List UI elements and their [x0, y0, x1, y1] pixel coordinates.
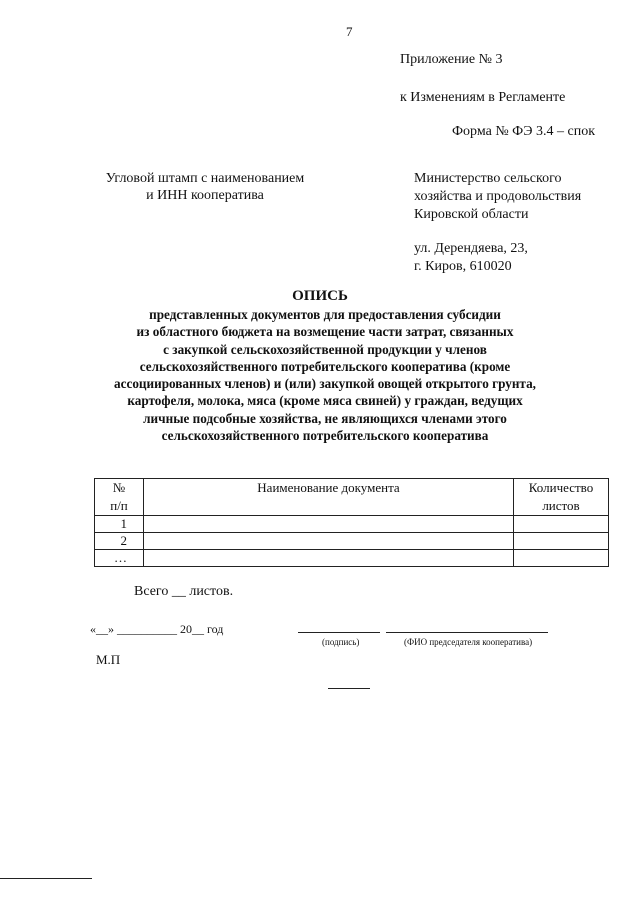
seal-placeholder: М.П — [96, 652, 121, 667]
signature-caption: (подпись) — [322, 637, 360, 647]
subtitle-line: личные подсобные хозяйства, не являющихся членами этого — [143, 410, 507, 426]
appendix-label: Приложение № 3 — [400, 52, 503, 67]
recipient-line: хозяйства и продовольствия — [414, 189, 582, 204]
sheet-count-cell — [514, 533, 609, 550]
stamp-line: Угловой штамп с наименованием — [105, 171, 305, 186]
subtitle-line: сельскохозяйственного потребительского кооператива — [161, 428, 489, 444]
date-line: «__» __________ 20__ год — [90, 622, 224, 636]
signature-line — [298, 632, 380, 633]
header-text: № — [112, 480, 126, 495]
recipient-line: Кировской области — [414, 207, 529, 222]
subtitle-line: из областного бюджета на возмещение части затрат, связанных — [136, 324, 514, 340]
address-line: ул. Дерендяева, 23, — [414, 241, 528, 256]
row-number: … — [95, 550, 144, 567]
document-name-cell — [144, 533, 514, 550]
fio-line — [386, 632, 548, 633]
subtitle-line: с закупкой сельскохозяйственной продукции у членов — [163, 341, 487, 357]
subtitle-line: картофеля, молока, мяса (кроме мяса свиней) у граждан, ведущих — [127, 393, 523, 409]
documents-table — [94, 478, 609, 567]
header-text: листов — [542, 498, 580, 513]
table-row — [95, 516, 609, 533]
table-row — [95, 550, 609, 567]
subtitle-line: ассоциированных членов) и (или) закупкой овощей открытого грунта, — [114, 376, 536, 392]
recipient-address — [414, 240, 624, 276]
header-text: п/п — [110, 498, 128, 513]
stamp-line: и ИНН кооператива — [146, 188, 264, 203]
column-header-number — [95, 479, 144, 516]
table-header-row — [95, 479, 609, 516]
recipient-block — [414, 170, 624, 224]
subtitle-line: представленных документов для предоставления субсидии — [149, 307, 501, 322]
document-subtitle — [90, 306, 560, 444]
document-title: ОПИСЬ — [292, 288, 348, 304]
fio-caption: (ФИО председателя кооператива) — [404, 637, 533, 647]
appendix-reference: к Изменениям в Регламенте — [400, 90, 566, 105]
column-header-document-name: Наименование документа — [144, 479, 514, 516]
address-line: г. Киров, 610020 — [414, 259, 512, 274]
table-row — [95, 533, 609, 550]
total-sheets: Всего __ листов. — [134, 584, 234, 599]
column-header-sheet-count — [514, 479, 609, 516]
header-text: Количество — [528, 480, 594, 495]
footnote-divider — [0, 878, 92, 879]
document-name-cell — [144, 550, 514, 567]
corner-stamp-placeholder — [90, 170, 320, 204]
page-number: 7 — [346, 24, 353, 39]
end-divider — [328, 688, 370, 689]
subtitle-line: сельскохозяйственного потребительского кооператива (кроме — [139, 358, 511, 374]
form-code: Форма № ФЭ 3.4 – спок — [452, 124, 595, 139]
row-number: 1 — [95, 516, 144, 533]
sheet-count-cell — [514, 516, 609, 533]
recipient-line: Министерство сельского — [414, 171, 562, 186]
document-name-cell — [144, 516, 514, 533]
row-number: 2 — [95, 533, 144, 550]
sheet-count-cell — [514, 550, 609, 567]
